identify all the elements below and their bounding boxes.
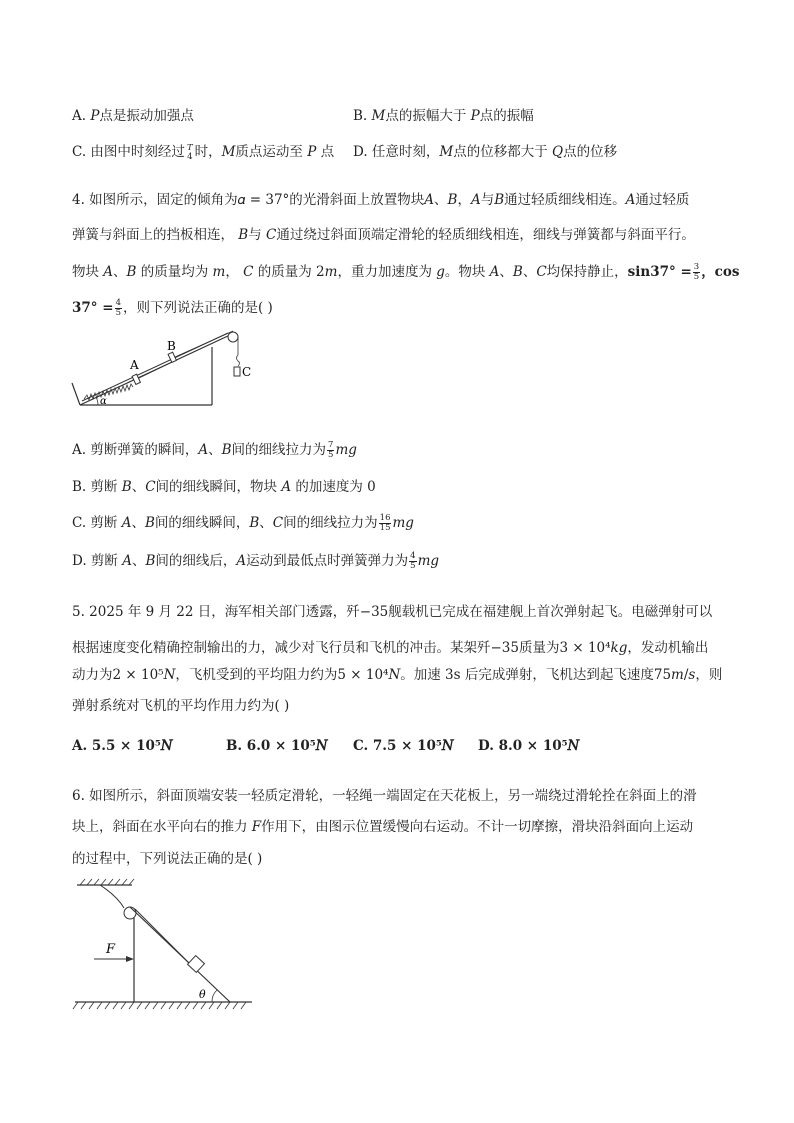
q4-option-d-fraction xyxy=(409,552,416,571)
q4-option-d-text: D. 剪断 𝐴、𝐵间的细线后，𝐴运动到最低点时弹簧弹力为 xyxy=(72,553,409,569)
cos-angle: 37° = xyxy=(72,300,114,316)
q4-option-a xyxy=(72,438,357,460)
q6-stem-line-2: 块上，斜面在水平向右的推力 𝐹作用下，由图示位置缓慢向右运动。不计一切摩擦，滑块沿斜面向上运动 xyxy=(72,819,694,835)
q4-option-c-text: C. 剪断 𝐴、𝐵间的细线瞬间，𝐵、𝐶间的细线拉力为 xyxy=(72,515,378,531)
q4-stem-line-3-text: 物块 𝐴、𝐵 的质量均为 𝑚， 𝐶 的质量为 2𝑚，重力加速度为 𝑔。物块 𝐴、𝐵、𝐶均保持静止， xyxy=(72,264,628,280)
q5-stem-line-3: 动力为2 × 10⁵𝑁，飞机受到的平均阻力约为5 × 10⁴𝑁。加速 3s 后完成弹射，飞机达到起飞速度75𝑚/𝑠，则 xyxy=(72,667,723,683)
q3-option-a: A. 𝑃点是振动加强点 xyxy=(72,108,194,124)
q5-stem-line-1: 5. 2025 年 9 月 22 日，海军相关部门透露，歼−35舰载机已完成在福建舰上首次弹射起飞。电磁弹射可以 xyxy=(72,604,713,620)
q3-option-d: D. 任意时刻，𝑀点的位移都大于 𝑄点的位移 xyxy=(353,144,618,160)
pulley xyxy=(228,332,238,342)
q5-option-b: B. 6.0 × 10⁵𝑁 xyxy=(226,738,328,754)
q4-stem-line-2: 弹簧与斜面上的挡板相连， 𝐵与 𝐶通过绕过斜面顶端定滑轮的轻质细线相连，细线与弹簧都与斜面平行。 xyxy=(72,227,695,243)
hook xyxy=(237,355,240,366)
q4-stem-line-1: 4. 如图所示，固定的倾角为𝛼 = 37°的光滑斜面上放置物块𝐴、𝐵，𝐴与𝐵通过轻质细线相连。𝐴通过轻质 xyxy=(72,192,690,208)
incline-surface xyxy=(130,907,230,1002)
fraction-numerator: 4 xyxy=(410,551,416,561)
fraction-numerator: 3 xyxy=(693,262,700,272)
sin-fraction xyxy=(693,263,700,282)
fraction-denominator: 5 xyxy=(328,450,334,460)
pulley xyxy=(124,907,136,919)
ground-hatch xyxy=(73,1002,246,1009)
q4-option-a-text: A. 剪断弹簧的瞬间，𝐴、𝐵间的细线拉力为 xyxy=(72,442,327,458)
q4-option-c xyxy=(72,511,414,533)
label-alpha: α xyxy=(100,396,107,407)
angle-arc xyxy=(96,397,98,405)
q3-option-c-text-end: 时，𝑀质点运动至 𝑃 点 xyxy=(194,144,335,160)
q4-question-prompt: ，则下列说法正确的是( ) xyxy=(122,300,273,316)
label-f: F xyxy=(106,942,116,957)
label-a: A xyxy=(130,358,139,372)
q3-option-b: B. 𝑀点的振幅大于 𝑃点的振幅 xyxy=(353,108,534,124)
q5-stem-line-2: 根据速度变化精确控制输出的力，减少对飞行员和飞机的冲击。某架歼−35质量为3 × 10⁴𝑘𝑔，发动机输出 xyxy=(72,640,709,656)
fraction-numerator: 16 xyxy=(379,513,391,523)
q4-option-d-unit: 𝑚𝑔 xyxy=(417,553,440,569)
q5-option-c: C. 7.5 × 10⁵𝑁 xyxy=(353,738,454,754)
force-arrowhead xyxy=(126,956,134,962)
q6-incline-figure xyxy=(72,878,257,1013)
q4-option-b: B. 剪断 𝐵、𝐶间的细线瞬间，物块 𝐴 的加速度为 0 xyxy=(72,479,376,495)
fraction-numerator: 7 xyxy=(328,440,334,450)
string-b-pulley xyxy=(175,331,233,357)
block-c xyxy=(234,367,240,376)
fraction-denominator: 15 xyxy=(379,523,391,533)
q4-option-c-fraction xyxy=(379,514,392,533)
stopper-plate xyxy=(72,383,80,405)
q5-option-d: D. 8.0 × 10⁵𝑁 xyxy=(478,738,580,754)
cos-fraction xyxy=(115,299,122,318)
string-a-b xyxy=(139,363,170,378)
label-theta: θ xyxy=(199,988,206,1001)
fraction-denominator: 5 xyxy=(115,308,121,318)
block-a xyxy=(132,374,140,384)
q4-option-d xyxy=(72,549,439,571)
label-b: B xyxy=(167,339,176,353)
q4-option-a-unit: 𝑚𝑔 xyxy=(335,442,357,458)
q3-option-c-text: C. 由图中时刻经过 xyxy=(72,144,185,160)
q4-stem-line-3 xyxy=(72,260,740,282)
q4-option-c-unit: 𝑚𝑔 xyxy=(392,515,414,531)
label-c: C xyxy=(242,365,252,379)
fraction-denominator: 4 xyxy=(187,151,193,162)
angle-arc xyxy=(212,990,217,1002)
rope-ceiling xyxy=(100,885,124,908)
q6-stem-line-1: 6. 如图所示，斜面顶端安装一轻质定滑轮，一轻绳一端固定在天花板上，另一端绕过滑轮拴在斜面上的滑 xyxy=(72,788,697,804)
q6-stem-line-3: 的过程中，下列说法正确的是( ) xyxy=(72,851,263,867)
sin-label: sin37° = xyxy=(627,264,692,280)
slider-block xyxy=(188,956,205,973)
q5-stem-line-4: 弹射系统对飞机的平均作用力约为( ) xyxy=(72,698,290,714)
q4-incline-figure xyxy=(70,325,270,415)
q4-option-a-fraction xyxy=(327,441,334,460)
cos-label: ，cos xyxy=(701,264,740,280)
q3-option-c-fraction xyxy=(186,144,194,162)
fraction-denominator: 5 xyxy=(410,561,416,571)
q3-option-c xyxy=(72,140,334,162)
ceiling-hatch xyxy=(80,879,134,885)
fraction-denominator: 5 xyxy=(693,272,700,282)
q5-option-a: A. 5.5 × 10⁵𝑁 xyxy=(72,738,173,754)
fraction-numerator: 4 xyxy=(115,298,121,308)
q4-stem-line-4 xyxy=(72,296,273,318)
fraction-numerator: T xyxy=(186,142,193,153)
